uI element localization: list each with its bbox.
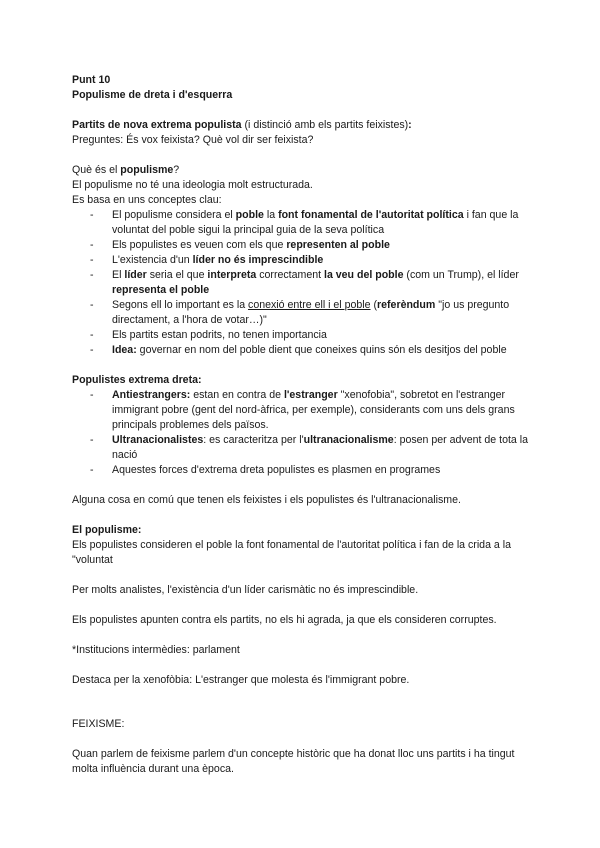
q-pre: Què és el (72, 164, 121, 176)
list-item (72, 433, 532, 463)
intro-title (72, 118, 532, 133)
text: i fan que la voluntat del poble sigui la principal guia de la seva política (112, 209, 519, 236)
el-populisme-text: Els populistes consideren el poble la font fonamental de l'autoritat política i fan de la crida a la "voluntat (72, 539, 511, 566)
text: "jo us pregunto directament, a l'hora de votar…)" (112, 299, 510, 326)
text-underlined: conexió entre ell i el poble (248, 299, 371, 311)
text: : posen per advent de tota la nació (112, 434, 528, 461)
list-item (72, 388, 532, 433)
list-item (72, 298, 532, 328)
text: (com un Trump), el líder (403, 269, 519, 281)
text-bold: la veu del poble (324, 269, 404, 281)
list-item (72, 253, 532, 268)
text-bold: referèndum (377, 299, 436, 311)
text-bold: font fonamental de l'autoritat política (278, 209, 464, 221)
text-bold: ultranacionalisme (303, 434, 394, 446)
feixisme-title: FEIXISME: (72, 718, 125, 730)
list-item: - Aquestes forces d'extrema dreta populistes es plasmen en programes (72, 463, 532, 478)
text: correctament (256, 269, 324, 281)
heading-number: Punt 10 (72, 74, 111, 86)
list-item (72, 343, 532, 358)
populisme-line2: Es basa en uns conceptes clau: (72, 194, 222, 206)
populisme-question (72, 163, 532, 178)
text: seria el que (146, 269, 208, 281)
intro-questions: Preguntes: És vox feixista? Què vol dir ser feixista? (72, 134, 314, 146)
text-bold: representa el poble (112, 284, 210, 296)
partits-paragraph: Els populistes apunten contra els partits, no els hi agrada, ja que els consideren corruptes. (72, 614, 497, 626)
text: El (112, 269, 125, 281)
q-post: ? (173, 164, 180, 176)
document-page (72, 73, 532, 777)
concepts-list (72, 208, 532, 358)
intro-title-colon: : (408, 119, 412, 131)
intro-title-rest: (i distinció amb els partits feixistes) (241, 119, 409, 131)
text: : es caracteritza per l' (203, 434, 304, 446)
list-item (72, 238, 532, 253)
text-bold: líder no és imprescindible (192, 254, 324, 266)
text: L'existencia d'un (112, 254, 193, 266)
text: Els populistes es veuen com els que (112, 239, 287, 251)
common-paragraph: Alguna cosa en comú que tenen els feixistes i els populistes és l'ultranacionalisme. (72, 494, 461, 506)
heading-title: Populisme de dreta i d'esquerra (72, 89, 233, 101)
analistes-paragraph: Per molts analistes, l'existència d'un líder carismàtic no és imprescindible. (72, 584, 419, 596)
text-bold: l'estranger (283, 389, 338, 401)
intro-title-bold: Partits de nova extrema populista (72, 119, 242, 131)
text: la (263, 209, 279, 221)
text-bold: interpreta (207, 269, 257, 281)
text-bold: representen al poble (286, 239, 390, 251)
text-bold: Idea: (112, 344, 137, 356)
q-bold: populisme (120, 164, 174, 176)
text-bold: poble (235, 209, 264, 221)
el-populisme-title: El populisme: (72, 524, 142, 536)
institucions-paragraph: *Institucions intermèdies: parlament (72, 644, 240, 656)
list-item (72, 208, 532, 238)
text: Segons ell lo important es la (112, 299, 249, 311)
text-bold: Antiestrangers: (112, 389, 191, 401)
list-item (72, 268, 532, 298)
text: "xenofobia", sobretot en l'estranger immigrant pobre (gent del nord-àfrica, per exemple), considerants com uns dels grans principals problemes dels països. (112, 389, 515, 431)
xenofobia-paragraph: Destaca per la xenofòbia: L'estranger que molesta és l'immigrant pobre. (72, 674, 410, 686)
extrema-dreta-title: Populistes extrema dreta: (72, 374, 202, 386)
text-bold: Ultranacionalistes (112, 434, 204, 446)
text-bold: líder (124, 269, 147, 281)
populisme-line1: El populisme no té una ideologia molt estructurada. (72, 179, 313, 191)
text: estan en contra de (190, 389, 284, 401)
text: ( (370, 299, 378, 311)
feixisme-text: Quan parlem de feixisme parlem d'un concepte històric que ha donat lloc uns partits i ha tingut molta influència durant una època. (72, 748, 515, 775)
text: governar en nom del poble dient que coneixes quins són els desitjos del poble (136, 344, 507, 356)
list-item: - Els partits estan podrits, no tenen importancia (72, 328, 532, 343)
text: El populisme considera el (112, 209, 236, 221)
extrema-dreta-list (72, 388, 532, 478)
